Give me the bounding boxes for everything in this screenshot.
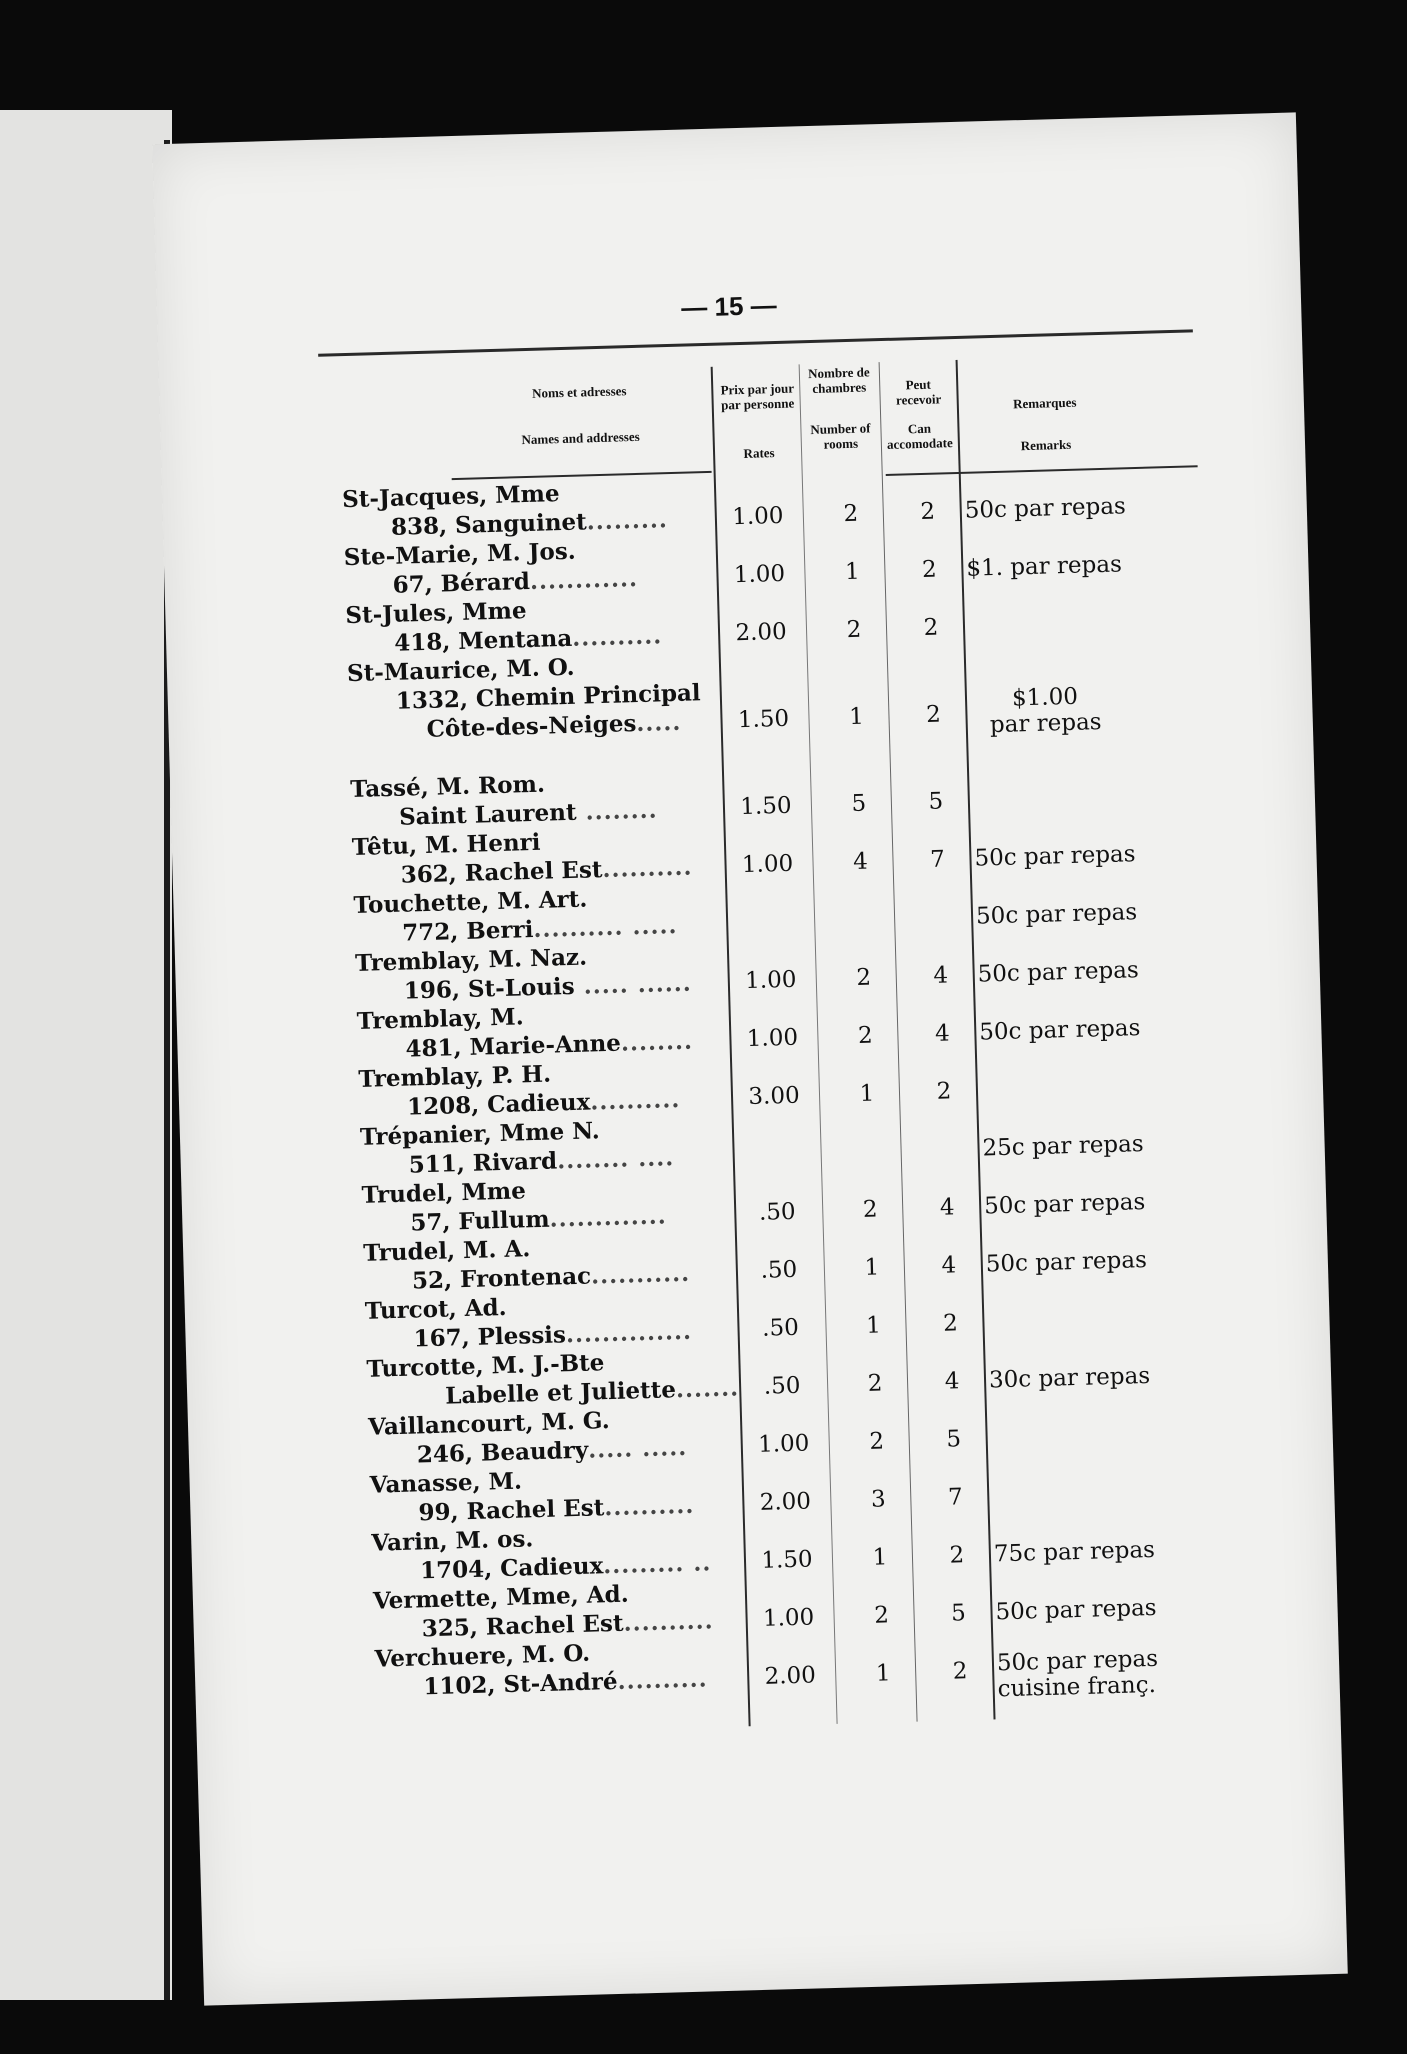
entry-name: Vermette, Mme, Ad. [372, 1580, 630, 1615]
entry-accommodate: 2 [952, 1658, 968, 1685]
header-remarks-fr: Remarques [1012, 394, 1077, 412]
entry-remark-line-2: cuisine franç. [997, 1671, 1157, 1703]
entry-address: 57, Fullum [410, 1205, 550, 1237]
header-rule-left [452, 471, 712, 480]
entry-rooms: 1 [859, 1080, 875, 1107]
leader-dots: .......... [589, 1085, 681, 1116]
entry-rate: 1.00 [746, 1024, 799, 1053]
entry-accommodate: 2 [923, 614, 939, 641]
entry-accommodate: 4 [944, 1368, 960, 1395]
entry-address: Saint Laurent [398, 798, 577, 831]
entry-address: 1332, Chemin Principal [395, 679, 701, 715]
entry-name: Tassé, M. Rom. [349, 770, 546, 804]
entry-address: 167, Plessis [413, 1321, 567, 1353]
leader-dots: ........... [590, 1259, 691, 1290]
entry-name: Touchette, M. Art. [353, 885, 588, 920]
entry-rate [732, 1140, 818, 1142]
entry-rooms: 3 [870, 1486, 887, 1513]
list-item [162, 459, 1306, 541]
entry-rooms: 2 [843, 500, 859, 528]
entry-accommodate [909, 904, 969, 906]
entry-remark-line-2: par repas [989, 709, 1102, 739]
entry-rooms: 1 [875, 1660, 891, 1687]
header-rates-en: Rates [743, 445, 775, 461]
entry-name: St-Jacques, Mme [341, 480, 560, 514]
entry-rooms: 2 [846, 616, 862, 644]
entry-rate: 1.50 [739, 792, 792, 821]
leader-dots: .......... ..... [533, 911, 678, 943]
entry-address-line-2: Côte-des-Neiges [426, 710, 637, 743]
header-names-en: Names and addresses [521, 428, 640, 448]
entry-accommodate: 2 [942, 1310, 959, 1337]
document-page [152, 112, 1348, 2005]
leader-dots: ........ [576, 796, 658, 826]
entry-name: Varin, M. os. [370, 1525, 534, 1557]
leader-dots: ..... [635, 708, 682, 738]
entry-address: 325, Rachel Est [421, 1609, 624, 1643]
entry-rooms: 2 [869, 1428, 885, 1455]
entry-rooms: 5 [851, 790, 867, 818]
entry-remark [981, 1070, 1241, 1077]
leader-dots: .......... [571, 622, 663, 652]
entry-remark: 50c par repas [996, 1645, 1159, 1677]
entry-name: Vaillancourt, M. G. [367, 1407, 611, 1441]
entry-accommodate: 5 [950, 1600, 967, 1627]
entry-accommodate: 2 [921, 556, 938, 583]
entry-remark [973, 780, 1233, 787]
entry-address: 52, Frontenac [411, 1262, 592, 1295]
entry-remark: 50c par repas [977, 957, 1140, 988]
entry-accommodate: 2 [920, 498, 936, 526]
entry-rooms: 2 [862, 1196, 878, 1223]
entry-rate [726, 908, 812, 910]
entry-accommodate: 4 [941, 1252, 957, 1279]
header-rooms-fr: Nombre de chambres [807, 364, 870, 396]
entry-accommodate: 4 [933, 962, 949, 989]
entry-name: Vanasse, M. [369, 1467, 523, 1499]
entry-name: Turcotte, M. J.-Bte [366, 1349, 605, 1383]
entry-name: Têtu, M. Henri [351, 828, 541, 862]
entry-remark: $1. par repas [966, 551, 1123, 582]
entry-remark: 50c par repas [995, 1594, 1157, 1626]
entry-remark: 30c par repas [988, 1362, 1151, 1394]
entry-rate: 2.00 [764, 1662, 817, 1690]
entry-name: Turcot, Ad. [364, 1293, 507, 1325]
entry-rate: 1.50 [737, 705, 790, 734]
entry-remark: 50c par repas [964, 493, 1127, 524]
entry-remark: 50c par repas [978, 1015, 1141, 1046]
entry-address: 1208, Cadieux [406, 1088, 591, 1121]
header-remarks-en: Remarks [1020, 436, 1072, 454]
header-rule-right [886, 465, 1198, 476]
leader-dots: ........ [620, 1027, 694, 1057]
leader-dots: ............ [529, 564, 639, 595]
leader-dots: ......... .. [602, 1549, 712, 1580]
entry-rate: 2.00 [735, 618, 788, 647]
entry-name: Verchuere, M. O. [374, 1639, 591, 1673]
entry-remark: 50c par repas [983, 1189, 1146, 1220]
entry-rate: .50 [760, 1256, 798, 1284]
entry-address: 838, Sanguinet [390, 508, 588, 541]
entry-address: 772, Berri [401, 916, 534, 947]
entry-address: 246, Beaudry [416, 1436, 589, 1469]
entry-rate: .50 [761, 1314, 800, 1342]
list-item [170, 749, 1314, 831]
entry-rooms: 4 [852, 848, 869, 876]
entry-rate: 1.00 [744, 966, 797, 995]
entry-rooms: 1 [844, 558, 861, 586]
entry-address: 196, St-Louis [403, 972, 576, 1005]
entry-name: Tremblay, P. H. [358, 1060, 552, 1093]
leader-dots: .......... [617, 1665, 708, 1695]
leader-dots: .............. [565, 1317, 693, 1349]
entry-rooms: 1 [848, 703, 865, 731]
entry-remark: 50c par repas [985, 1247, 1148, 1278]
entry-rooms [840, 1138, 896, 1140]
entry-rate: 3.00 [748, 1082, 801, 1111]
entry-rate: 2.00 [759, 1488, 812, 1516]
list-item [181, 1155, 1325, 1237]
entry-address: 362, Rachel Est [400, 856, 603, 889]
entry-rooms: 1 [864, 1254, 880, 1281]
entry-rate: 1.00 [731, 502, 784, 531]
entry-remark: $1.00 [1011, 683, 1079, 712]
entry-address: 67, Bérard [392, 567, 531, 599]
entry-address: 1102, St-André [423, 1667, 618, 1701]
entry-accommodate: 2 [925, 701, 942, 728]
entry-accommodate: 2 [936, 1078, 952, 1105]
leader-dots: ..... ...... [574, 969, 693, 1000]
leader-dots: ............. [549, 1202, 668, 1233]
entry-name: Tremblay, M. [356, 1003, 525, 1035]
entry-rooms [834, 906, 890, 908]
header-rooms-en: Number of rooms [810, 420, 871, 452]
entry-rooms: 2 [857, 1022, 874, 1049]
leader-dots: .......... [603, 1491, 695, 1522]
top-rule [318, 329, 1193, 356]
entry-rate: 1.50 [761, 1546, 813, 1574]
entry-accommodate: 7 [929, 846, 946, 873]
entry-name: Trudel, Mme [361, 1177, 527, 1209]
leader-dots: .......... [602, 853, 693, 884]
entry-address: 511, Rivard [408, 1147, 558, 1179]
entry-name: St-Maurice, M. O. [346, 653, 575, 688]
header-names-fr: Noms et adresses [531, 383, 627, 401]
header-accommodate-en: Can accomodate [886, 420, 953, 452]
entry-remark [990, 1418, 1250, 1425]
entry-name: St-Jules, Mme [345, 597, 527, 630]
entry-rooms: 2 [856, 964, 872, 991]
entry-remark: 50c par repas [974, 841, 1136, 872]
entry-rate: 1.00 [762, 1604, 815, 1632]
entry-address: 481, Marie-Anne [405, 1029, 622, 1063]
header-rates-fr: Prix par jour par personne [720, 380, 795, 413]
entry-accommodate: 7 [947, 1484, 963, 1511]
entry-rate: .50 [758, 1198, 796, 1226]
entry-address: 99, Rachel Est [418, 1494, 605, 1527]
entry-rooms: 1 [872, 1544, 888, 1571]
entry-rooms: 2 [873, 1602, 890, 1629]
entry-accommodate [915, 1136, 975, 1138]
entry-name: Tremblay, M. Naz. [354, 943, 588, 977]
entry-name: Trépanier, Mme N. [359, 1117, 601, 1151]
leader-dots: ........ .... [556, 1144, 675, 1175]
entry-accommodate: 2 [949, 1542, 965, 1569]
leader-dots: ..... ..... [587, 1433, 688, 1464]
entry-accommodate: 5 [928, 788, 944, 815]
entry-name: Trudel, M. A. [362, 1235, 531, 1267]
entry-rate: .50 [763, 1372, 801, 1400]
entry-rooms: 1 [865, 1312, 882, 1339]
entry-remark: 50c par repas [975, 899, 1138, 930]
entry-remark: 75c par repas [993, 1536, 1156, 1568]
entry-remark [968, 606, 1228, 613]
leader-dots: .......... [623, 1607, 714, 1637]
left-page-edge [0, 110, 172, 2000]
leader-dots: ......... [586, 506, 669, 536]
page-number: — 15 — [680, 289, 778, 323]
entry-accommodate: 4 [939, 1194, 955, 1221]
entry-remark [987, 1302, 1247, 1309]
header-accommodate-fr: Peut recevoir [895, 376, 942, 408]
entry-accommodate: 4 [934, 1020, 951, 1047]
entry-accommodate: 5 [946, 1426, 962, 1453]
entry-address: 1704, Cadieux [419, 1552, 604, 1585]
entry-rate: 1.00 [741, 850, 794, 879]
entry-rate: 1.00 [757, 1430, 810, 1458]
entry-rooms: 2 [867, 1370, 883, 1397]
entry-remark: 25c par repas [982, 1131, 1144, 1162]
entry-rate: 1.00 [733, 560, 786, 589]
entry-address: Labelle et Juliette [444, 1376, 677, 1410]
entry-address: 418, Mentana [393, 624, 573, 657]
entry-name: Ste-Marie, M. Jos. [343, 537, 577, 572]
entry-remark [992, 1476, 1252, 1483]
leader-dots: ....... [675, 1374, 740, 1404]
list-item [175, 923, 1319, 1005]
